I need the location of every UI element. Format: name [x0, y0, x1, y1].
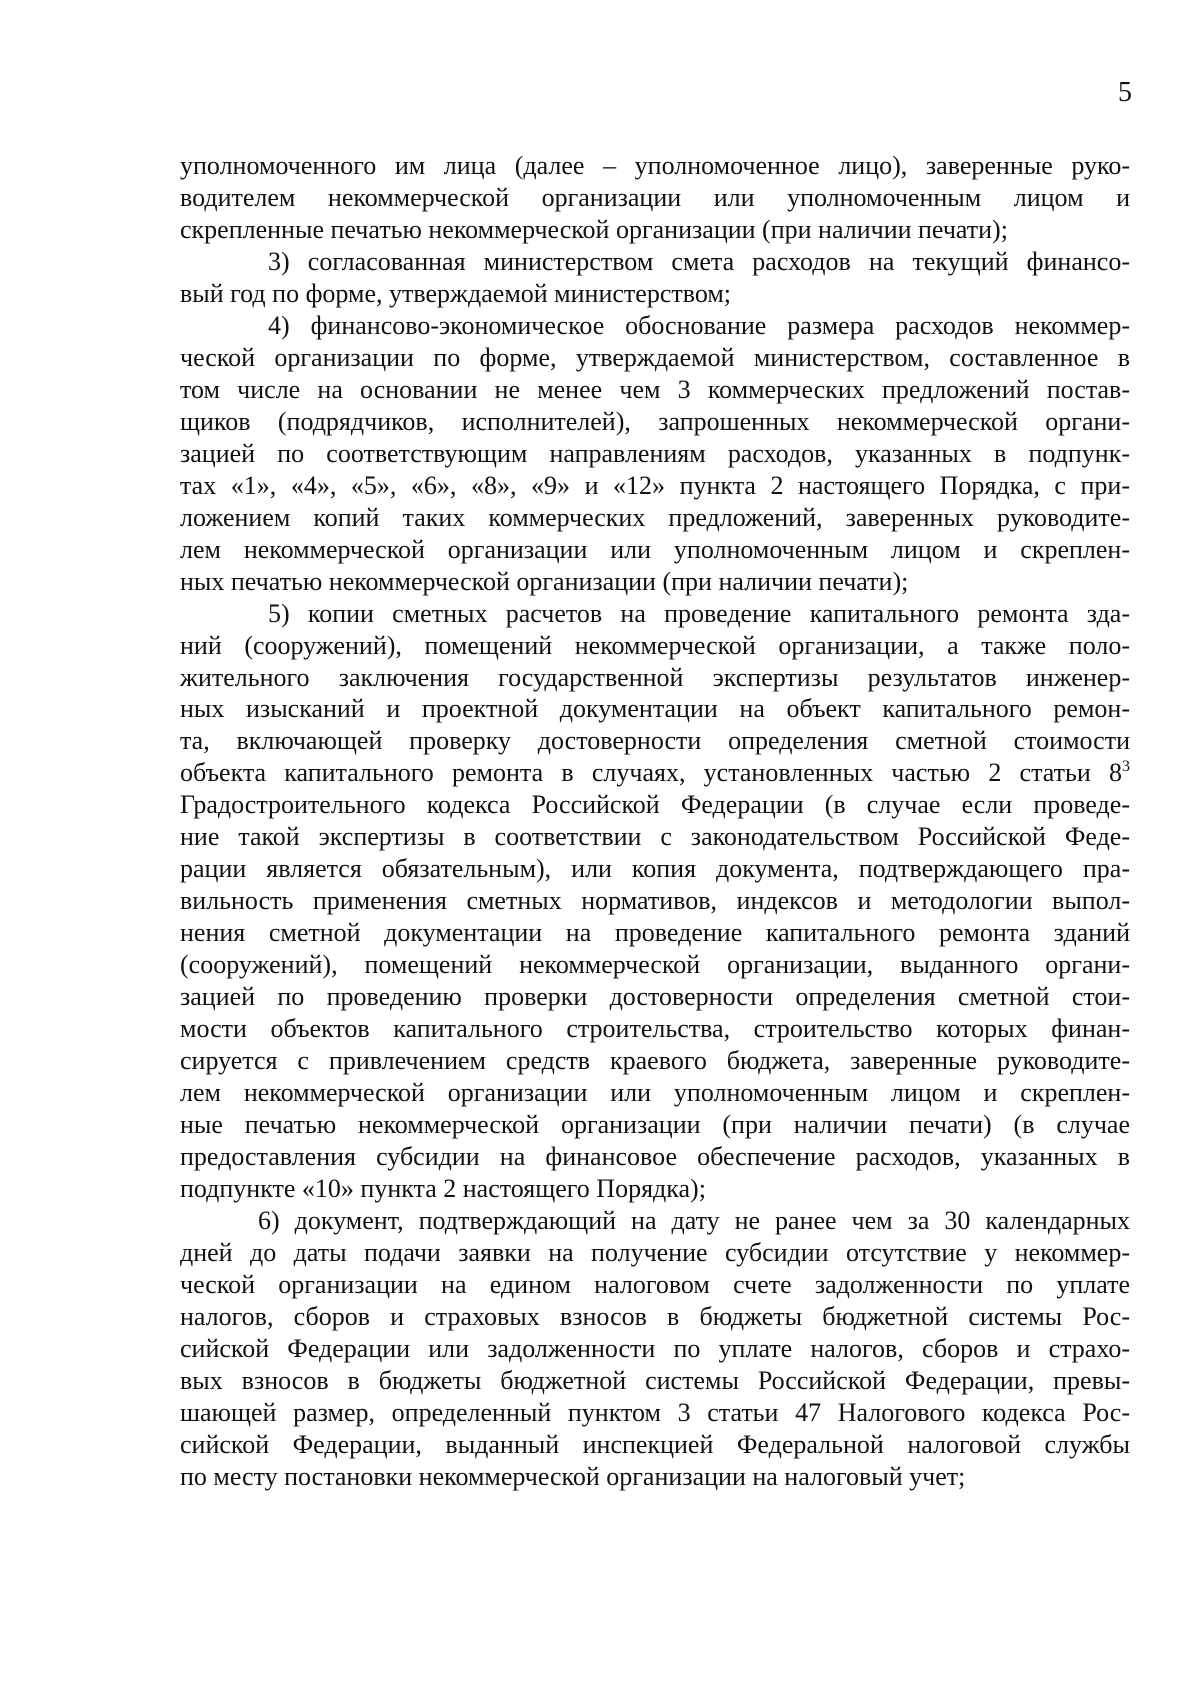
text-line: том числе на основании не менее чем 3 коммерческих предложений постав- [180, 374, 1130, 404]
text-line: подпункте «10» пункта 2 настоящего Порядка); [180, 1174, 706, 1203]
text-line: лем некоммерческой организации или уполномоченным лицом и скреплен- [180, 534, 1130, 564]
text-line-content: объекта капитального ремонта в случаях, установленных частью 2 статьи 8 [180, 758, 1122, 788]
text-line: шающей размер, определенный пунктом 3 статьи 47 Налогового кодекса Рос- [180, 1397, 1130, 1427]
text-line: вых взносов в бюджеты бюджетной системы Российской Федерации, превы- [180, 1365, 1130, 1395]
text-line: ний (сооружений), помещений некоммерческой организации, а также поло- [180, 630, 1130, 660]
text-line: Градостроительного кодекса Российской Федерации (в случае если проведе- [180, 790, 1130, 820]
text-line: сийской Федерации, выданный инспекцией Федеральной налоговой службы [180, 1429, 1130, 1459]
text-line: налогов, сборов и страховых взносов в бюджеты бюджетной системы Рос- [180, 1301, 1130, 1331]
text-line: ных печатью некоммерческой организации (при наличии печати); [180, 566, 909, 596]
text-line: мости объектов капитального строительства, строительство которых финан- [180, 1014, 1130, 1044]
text-line: скрепленные печатью некоммерческой организации (при наличии печати); [180, 214, 1008, 244]
text-line: лем некоммерческой организации или уполномоченным лицом и скреплен- [180, 1078, 1130, 1108]
text-line: зацией по соответствующим направлениям расходов, указанных в подпунк- [180, 438, 1130, 468]
text-line: ных изысканий и проектной документации на объект капитального ремон- [180, 694, 1130, 724]
document-body [180, 150, 1130, 1493]
text-line: сируется с привлечением средств краевого бюджета, заверенные руководите- [180, 1046, 1130, 1076]
text-line: ложением копий таких коммерческих предложений, заверенных руководите- [180, 502, 1130, 532]
text-line: ческой организации по форме, утверждаемой министерством, составленное в [180, 342, 1130, 372]
text-line: 3) согласованная министерством смета расходов на текущий финансо- [268, 246, 1130, 276]
text-line: ческой организации на едином налоговом счете задолженности по уплате [180, 1269, 1130, 1299]
text-line: по месту постановки некоммерческой организации на налоговый учет; [180, 1461, 966, 1491]
page-number: 5 [1118, 77, 1132, 108]
text-line: водителем некоммерческой организации или уполномоченным лицом и [180, 182, 1130, 212]
text-line: ние такой экспертизы в соответствии с законодательством Российской Феде- [180, 822, 1130, 852]
text-line: уполномоченного им лица (далее – уполномоченное лицо), заверенные руко- [180, 151, 1130, 180]
text-line: предоставления субсидии на финансовое обеспечение расходов, указанных в [180, 1142, 1130, 1172]
text-line: вильность применения сметных нормативов, индексов и методологии выпол- [180, 886, 1130, 916]
text-line: жительного заключения государственной экспертизы результатов инженер- [180, 662, 1130, 692]
superscript: 3 [1122, 758, 1130, 776]
text-line: сийской Федерации или задолженности по уплате налогов, сборов и страхо- [180, 1333, 1130, 1363]
text-line: щиков (подрядчиков, исполнителей), запрошенных некоммерческой органи- [180, 406, 1130, 436]
text-line: рации является обязательным), или копия документа, подтверждающего пра- [180, 854, 1130, 884]
text-line: ные печатью некоммерческой организации (при наличии печати) (в случае [180, 1110, 1130, 1140]
text-line: та, включающей проверку достоверности определения сметной стоимости [180, 726, 1130, 756]
text-line: 6) документ, подтверждающий на дату не ранее чем за 30 календарных [258, 1205, 1130, 1235]
text-line: вый год по форме, утверждаемой министерством; [180, 278, 732, 308]
text-line-with-superscript [180, 757, 1130, 789]
text-line: 5) копии сметных расчетов на проведение капитального ремонта зда- [268, 598, 1130, 628]
text-line: 4) финансово-экономическое обоснование размера расходов некоммер- [268, 310, 1130, 340]
text-line: дней до даты подачи заявки на получение субсидии отсутствие у некоммер- [180, 1237, 1130, 1267]
text-line: зацией по проведению проверки достоверности определения сметной стои- [180, 982, 1130, 1012]
text-line: (сооружений), помещений некоммерческой организации, выданного органи- [180, 950, 1130, 980]
text-line: нения сметной документации на проведение капитального ремонта зданий [180, 918, 1130, 948]
text-line: тах «1», «4», «5», «6», «8», «9» и «12» пункта 2 настоящего Порядка, с при- [180, 470, 1130, 500]
